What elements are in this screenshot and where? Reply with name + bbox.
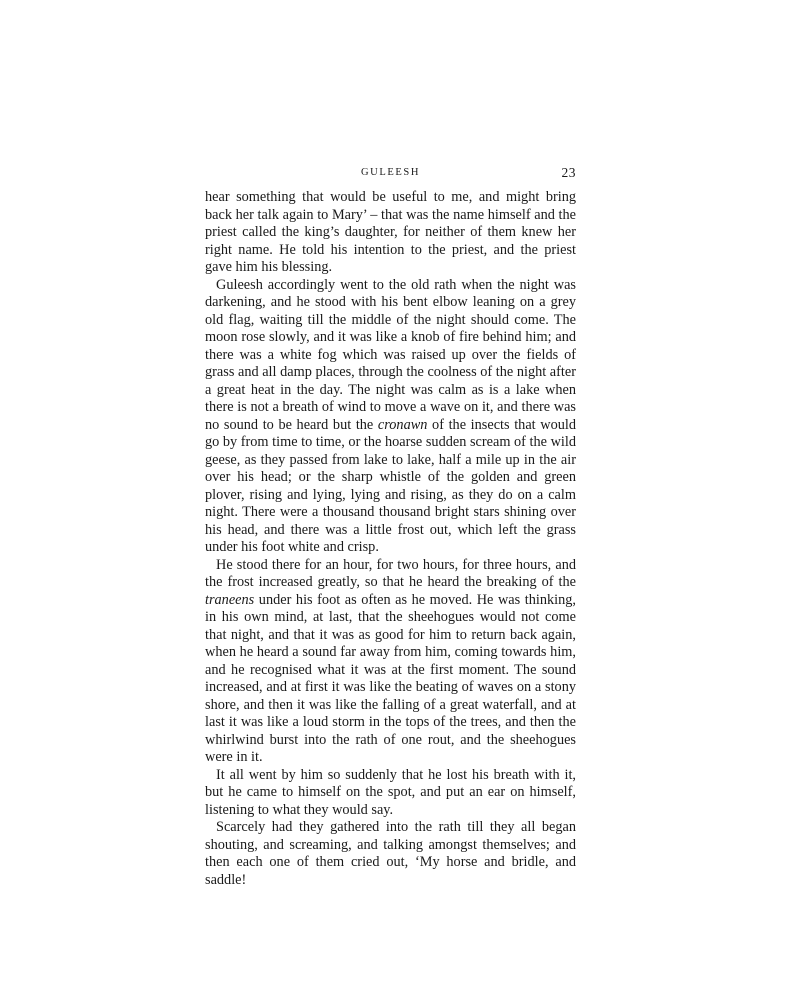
italic-term: cronawn [377, 416, 428, 433]
italic-term: traneens [205, 591, 255, 608]
paragraph: Guleesh accordingly went to the old rath when the night was darkening, and he stood with his bent elbow leaning on a grey old flag, waiting till the middle of the night should come. The moon rose slowly, and it was like a knob of fire behind him; and there was a white fog which was raised up over the fields of grass and all damp places, through the coolness of the night after a great heat in the day. The night was calm as is a lake when there is not a breath of wind to move a wave on it, and there was no sound to be heard but the cronawn of the insects that would go by from time to time, or the hoarse sudden scream of the wild geese, as they passed from lake to lake, half a mile up in the air over his head; or the sharp whistle of the golden and green plover, rising and lying, lying and rising, as they do on a calm night. There were a thousand thousand bright stars shining over his head, and there was a little frost out, which left the grass under his foot white and crisp. [205, 276, 576, 555]
paragraph: Scarcely had they gathered into the rath till they all began shouting, and screaming, and talking amongst themselves; and then each one of them cried out, ‘My horse and bridle, and saddle! [205, 819, 576, 888]
body-text [205, 189, 576, 889]
paragraph: hear something that would be useful to me, and might bring back her talk again to Mary’ – that was the name himself and the priest called the king’s daughter, for neither of them knew her right name. He told his intention to the priest, and the priest gave him his blessing. [205, 189, 576, 275]
running-header [205, 165, 576, 187]
page-number: 23 [561, 165, 576, 180]
paragraph: It all went by him so suddenly that he lost his breath with it, but he came to himself on the spot, and put an ear on himself, listening to what they would say. [205, 766, 576, 818]
running-title: GULEESH [360, 167, 421, 178]
book-page [205, 165, 576, 889]
paragraph: He stood there for an hour, for two hours, for three hours, and the frost increased greatly, so that he heard the breaking of the traneens under his foot as often as he moved. He was thinking, in his own mind, at last, that the sheehogues would not come that night, and that it was as good for him to return back again, when he heard a sound far away from him, coming towards him, and he recognised what it was at the first moment. The sound increased, and at first it was like the beating of waves on a stony shore, and then it was like the falling of a great waterfall, and at last it was like a loud storm in the tops of the trees, and then the whirlwind burst into the rath of one rout, and the sheehogues were in it. [205, 556, 576, 765]
